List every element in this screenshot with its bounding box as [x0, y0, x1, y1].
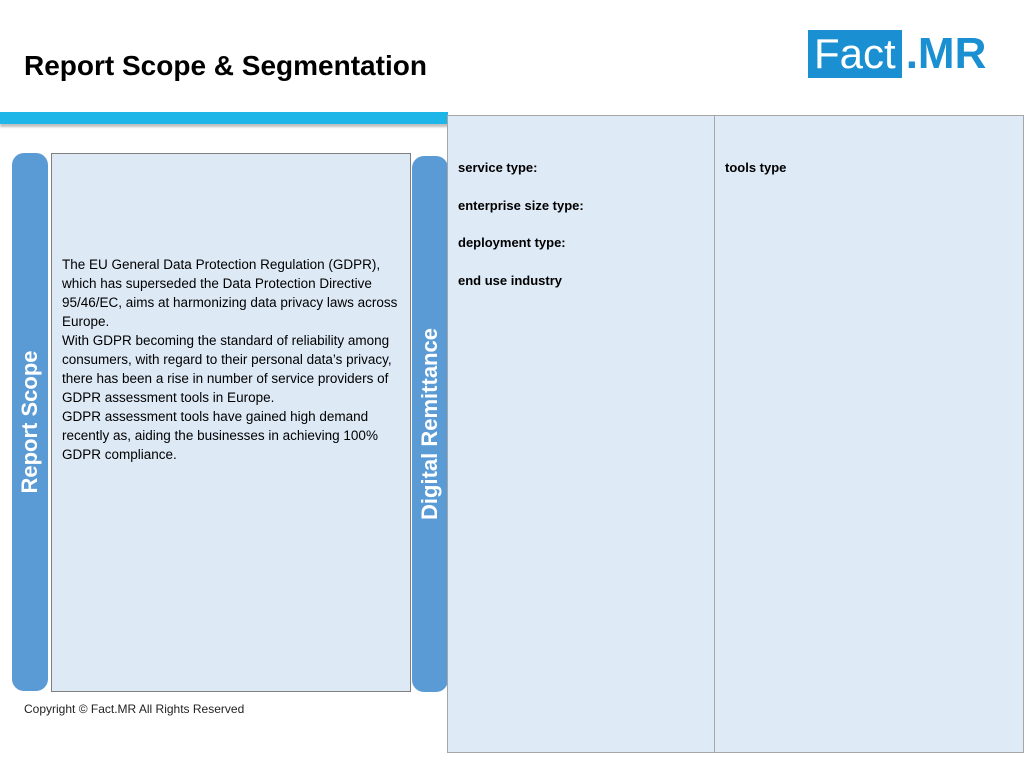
segmentation-table — [447, 115, 1024, 753]
digital-remittance-tab — [412, 156, 448, 692]
copyright-notice: Copyright © Fact.MR All Rights Reserved — [24, 702, 245, 716]
scope-paragraph-2: With GDPR becoming the standard of reliability among consumers, with regard to their personal data’s privacy, there has been a rise in number of service providers of GDPR assessment tools in Europe. — [62, 333, 392, 405]
logo-text-fact: Fact — [808, 30, 902, 78]
segmentation-column-1 — [448, 116, 715, 752]
segment-item-tools-type: tools type — [725, 160, 787, 175]
segment-item-enterprise-size: enterprise size type: — [458, 197, 584, 213]
segment-item-end-use-industry: end use industry — [458, 272, 563, 288]
fact-mr-logo — [808, 30, 986, 78]
header-divider — [0, 112, 448, 124]
report-scope-panel — [51, 153, 411, 692]
report-scope-tab — [12, 153, 48, 691]
digital-remittance-label: Digital Remittance — [417, 328, 442, 520]
report-scope-text — [62, 255, 402, 464]
report-scope-label: Report Scope — [17, 350, 42, 494]
segmentation-column-2 — [715, 116, 1023, 752]
scope-paragraph-1: The EU General Data Protection Regulation (GDPR), which has superseded the Data Protection Directive 95/46/EC, aims at harmonizing data privacy laws across Europe. — [62, 257, 398, 329]
scope-paragraph-3: GDPR assessment tools have gained high demand recently as, aiding the businesses in achieving 100% GDPR compliance. — [62, 409, 378, 462]
segment-item-deployment-type: deployment type: — [458, 235, 566, 250]
logo-text-mr: .MR — [905, 29, 987, 78]
segment-item-service-type: service type: — [458, 160, 538, 175]
page-title: Report Scope & Segmentation — [24, 50, 427, 81]
